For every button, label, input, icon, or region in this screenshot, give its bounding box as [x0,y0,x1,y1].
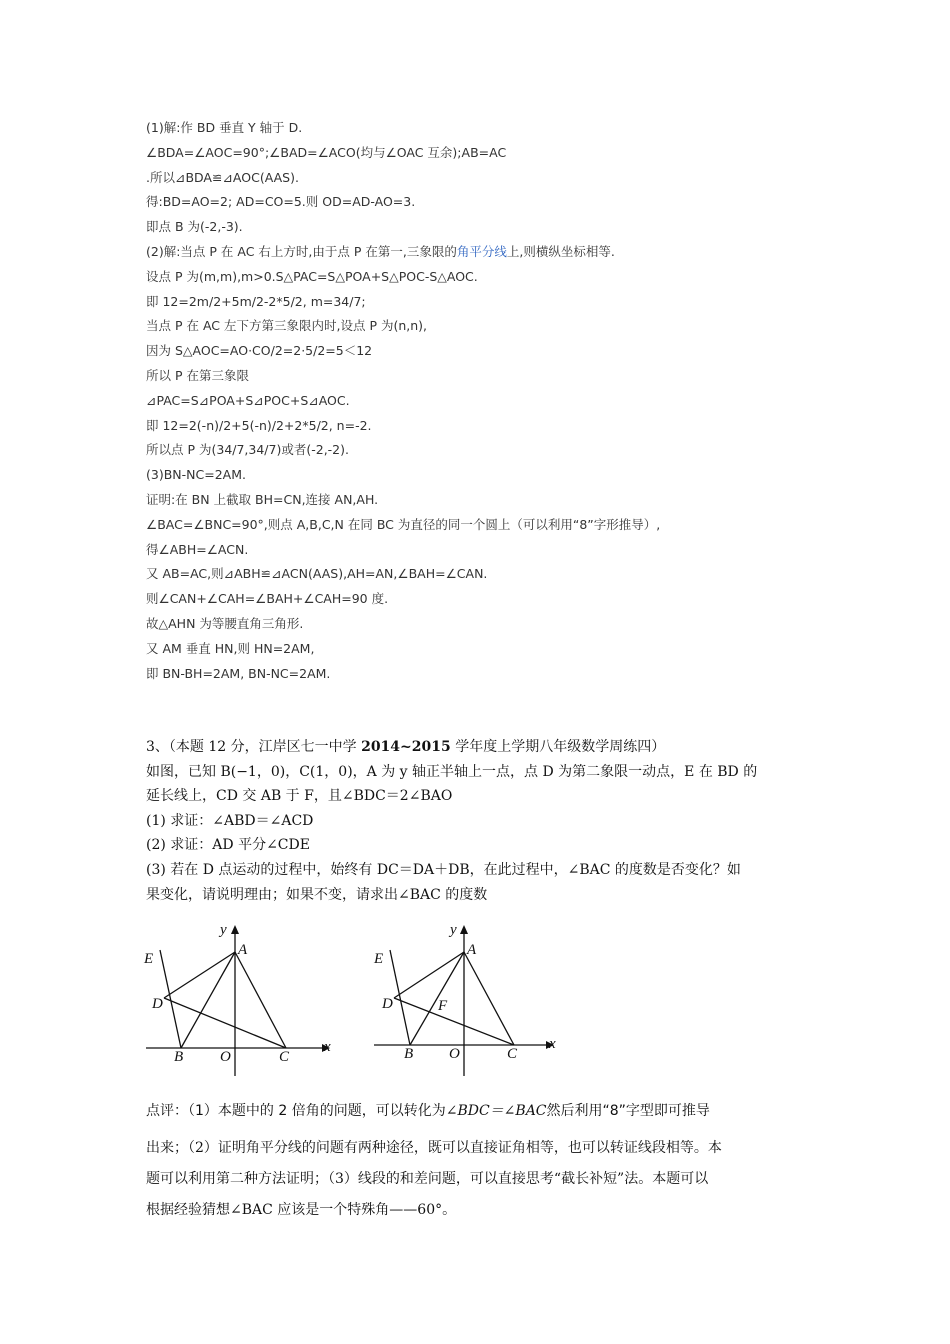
geometry-figure-2 [366,920,566,1080]
comment-text: 点评：（1）本题中的 2 倍角的问题，可以转化为 [146,1103,446,1119]
solution-line [146,240,846,265]
solution-text [146,116,846,686]
comment-section [146,1097,810,1226]
solution-line: 故△AHN 为等腰直角三角形. [146,615,304,631]
problem-header-text: 3、（本题 12 分，江岸区七一中学 [146,739,362,755]
solution-line: 即 12=2(-n)/2+5(-n)/2+2*5/2, n=-2. [146,417,372,433]
comment-line: 题可以利用第二种方法证明；（3）线段的和差问题，可以直接思考“截长补短”法。本题可以 [146,1171,709,1187]
label-F: F [438,998,448,1014]
solution-line: 当点 P 在 AC 左下方第三象限内时,设点 P 为(n,n), [146,318,427,334]
solution-line: (1)解:作 BD 垂直 Y 轴于 D. [146,120,303,135]
label-B: B [404,1046,414,1062]
label-D: D [382,996,393,1012]
problem-header-text: 学年度上学期八年级数学周练四） [450,739,666,755]
problem-statement [146,735,811,907]
label-D: D [152,996,163,1012]
question-3: (3) 若在 D 点运动的过程中，始终有 DC＝DA＋DB，在此过程中，∠BAC 的度数是否变化？如 [146,861,741,878]
label-A: A [238,942,248,958]
figure-2-svg [366,920,566,1080]
solution-line: 又 AM 垂直 HN,则 HN=2AM, [146,640,315,656]
angle-bisector-link[interactable]: 角平分线 [456,243,507,259]
solution-line: 又 AB=AC,则⊿ABH≌⊿ACN(AAS),AH=AN,∠BAH=∠CAN. [146,566,488,582]
solution-line: 得∠ABH=∠ACN. [146,541,249,557]
label-O: O [220,1049,231,1065]
label-E: E [144,951,154,967]
solution-line: (3)BN-NC=2AM. [146,467,246,483]
solution-line: 因为 S△AOC=AO·CO/2=2·5/2=5＜12 [146,343,373,359]
label-y: y [450,922,457,938]
label-x: x [549,1036,556,1052]
solution-line: 设点 P 为(m,m),m>0.S△PAC=S△POA+S△POC-S△AOC. [146,268,478,284]
label-C: C [507,1046,518,1062]
comment-math: ∠BDC＝∠BAC [445,1103,547,1119]
solution-line: 所以 P 在第三象限 [146,367,249,383]
geometry-figure-1 [138,920,338,1080]
question-3-cont: 果变化，请说明理由；如果不变，请求出∠BAC 的度数 [146,886,488,903]
figure-1-svg [138,920,338,1080]
label-B: B [174,1049,184,1065]
solution-line: 则∠CAN+∠CAH=∠BAH+∠CAH=90 度. [146,591,389,607]
solution-line: 得:BD=AO=2; AD=CO=5.则 OD=AD-AO=3. [146,194,416,210]
solution-line: ∠BAC=∠BNC=90°,则点 A,B,C,N 在同 BC 为直径的同一个圆上（可以利用“8”字形推导）, [146,516,661,532]
label-y: y [220,922,227,938]
solution-text-span: 上,则横纵坐标相等. [506,243,615,259]
solution-line: 即 BN-BH=2AM, BN-NC=2AM. [146,665,331,681]
comment-line: 出来；（2）证明角平分线的问题有两种途径，既可以直接证角相等，也可以转证线段相等。本 [146,1140,722,1156]
solution-line: 即 12=2m/2+5m/2-2*5/2, m=34/7; [146,293,366,309]
label-E: E [374,951,384,967]
label-A: A [467,942,477,958]
question-1: (1) 求证：∠ABD＝∠ACD [146,812,314,829]
problem-years: 2014~2015 [361,739,451,755]
comment-text: 然后利用“8”字型即可推导 [546,1103,710,1119]
solution-line: ∠BDA=∠AOC=90°;∠BAD=∠ACO(均与∠OAC 互余);AB=AC [146,144,507,160]
solution-line: .所以⊿BDA≌⊿AOC(AAS). [146,169,299,185]
solution-line: 所以点 P 为(34/7,34/7)或者(-2,-2). [146,442,349,458]
problem-line: 延长线上，CD 交 AB 于 F，且∠BDC＝2∠BAO [146,788,453,805]
solution-text-span: (2)解:当点 P 在 AC 右上方时,由于点 P 在第一,三象限的 [146,243,457,259]
solution-line: 即点 B 为(-2,-3). [146,219,243,235]
label-O: O [449,1046,460,1062]
comment-line [146,1097,810,1133]
question-2: (2) 求证：AD 平分∠CDE [146,837,310,854]
problem-header [146,735,811,760]
label-C: C [279,1049,290,1065]
comment-line: 根据经验猜想∠BAC 应该是一个特殊角——60°。 [146,1202,457,1218]
solution-line: 证明:在 BN 上截取 BH=CN,连接 AN,AH. [146,491,379,507]
solution-line: ⊿PAC=S⊿POA+S⊿POC+S⊿AOC. [146,392,350,408]
label-x: x [324,1039,331,1055]
problem-line: 如图，已知 B(−1，0)，C(1，0)，A 为 y 轴正半轴上一点，点 D 为第二象限一动点，E 在 BD 的 [146,763,758,780]
